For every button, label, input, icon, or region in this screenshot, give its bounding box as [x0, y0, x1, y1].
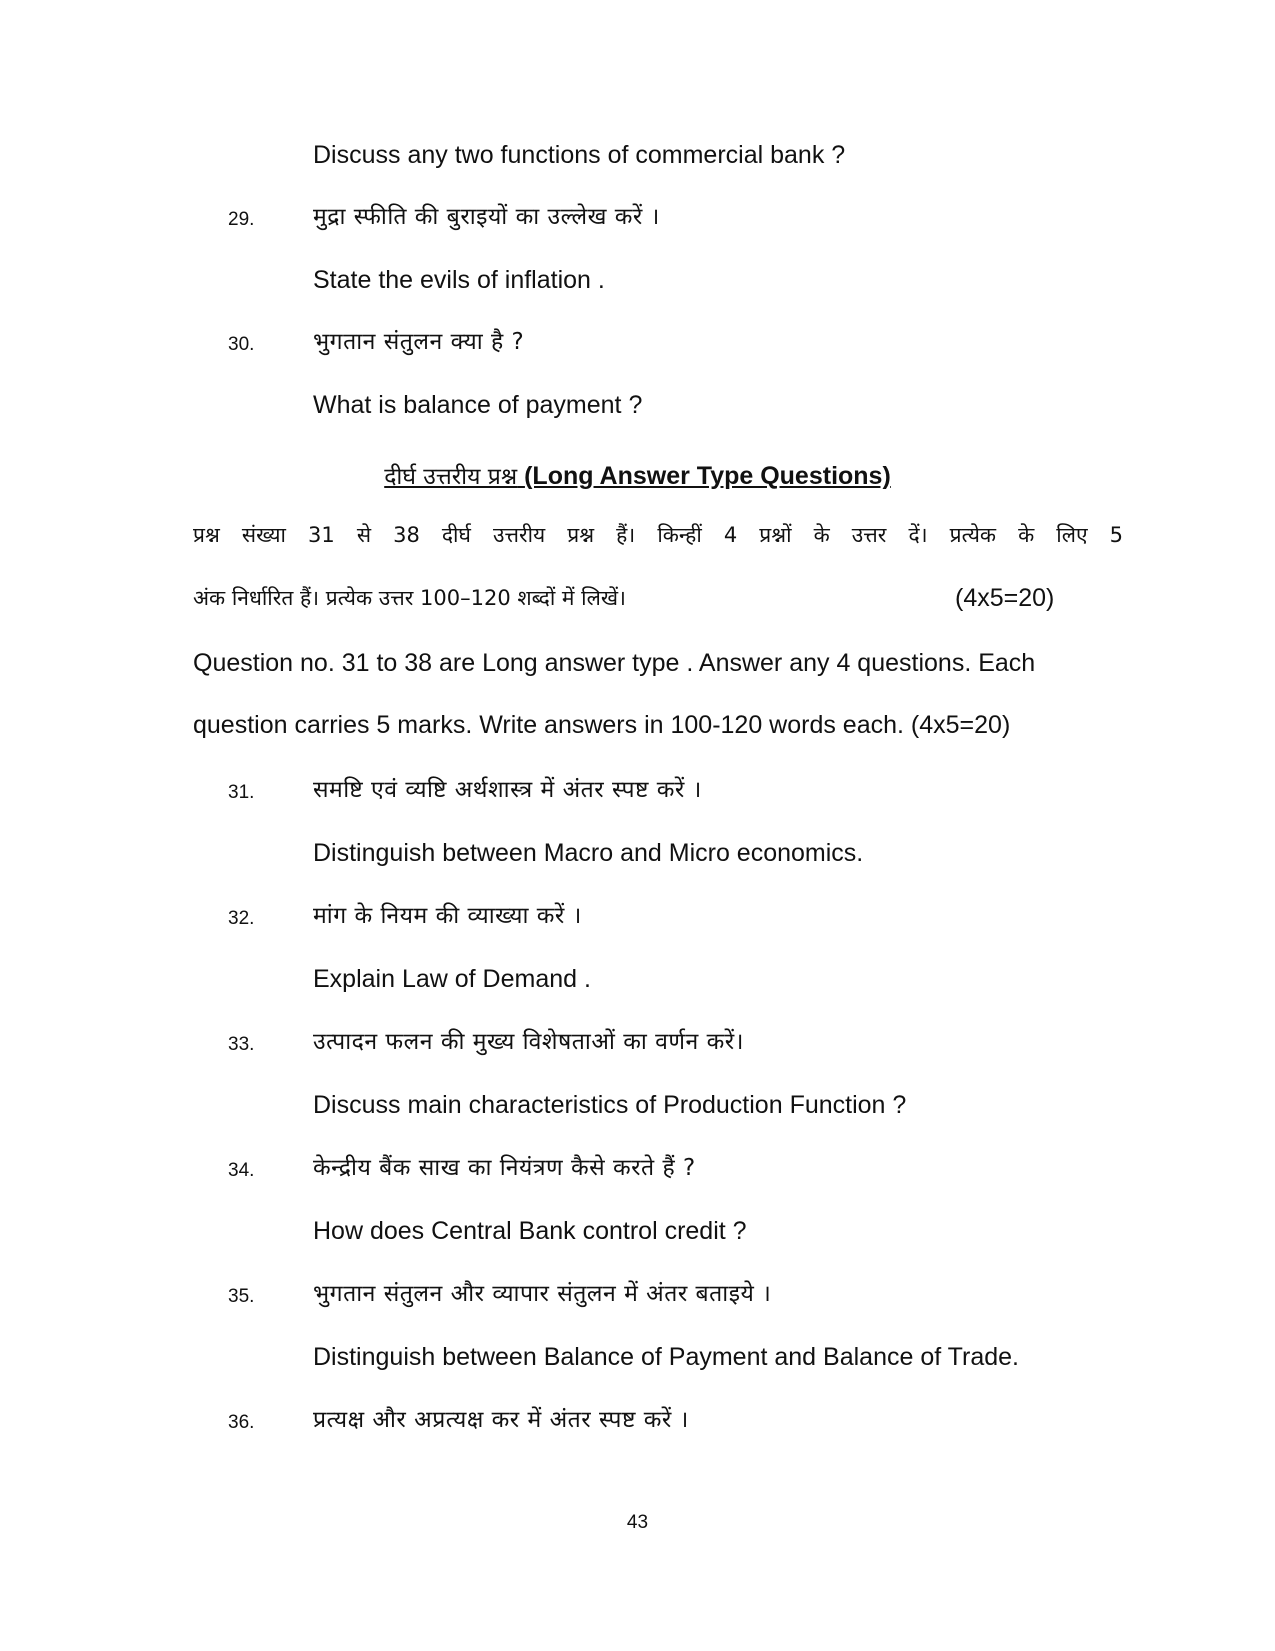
question-29-hindi: मुद्रा स्फीति की बुराइयों का उल्लेख करें । — [313, 204, 660, 230]
question-36-number: 36. — [228, 1412, 255, 1433]
question-33-number: 33. — [228, 1034, 255, 1055]
question-32-hindi: मांग के नियम की व्याख्या करें । — [313, 903, 582, 929]
question-31-number: 31. — [228, 782, 255, 803]
instructions-english-line-1: Question no. 31 to 38 are Long answer type . Answer any 4 questions. Each — [193, 649, 1036, 677]
question-29-number: 29. — [228, 209, 255, 230]
question-29-english: State the evils of inflation . — [313, 266, 605, 294]
question-31-english: Distinguish between Macro and Micro economics. — [313, 839, 864, 867]
instructions-hindi-line-2: अंक निर्धारित हैं। प्रत्येक उत्तर 100–120 शब्दों में लिखें। — [193, 586, 626, 610]
question-36-hindi: प्रत्यक्ष और अप्रत्यक्ष कर में अंतर स्पष्ट करें । — [313, 1407, 689, 1433]
section-heading-english: (Long Answer Type Questions) — [524, 462, 891, 490]
section-heading — [0, 460, 1275, 493]
question-35-number: 35. — [228, 1286, 255, 1307]
instructions-hindi-line-1: प्रश्न संख्या 31 से 38 दीर्घ उत्तरीय प्रश्न हैं। किन्हीं 4 प्रश्नों के उत्तर दें। प्रत्येक के लिए 5 — [193, 523, 1123, 547]
page-number: 43 — [626, 1512, 649, 1533]
question-34-english: How does Central Bank control credit ? — [313, 1217, 747, 1245]
question-34-number: 34. — [228, 1160, 255, 1181]
question-32-english: Explain Law of Demand . — [313, 965, 591, 993]
question-33-hindi: उत्पादन फलन की मुख्य विशेषताओं का वर्णन करें। — [313, 1029, 744, 1055]
question-28-english: Discuss any two functions of commercial bank ? — [313, 141, 846, 169]
question-35-english: Distinguish between Balance of Payment and Balance of Trade. — [313, 1343, 1019, 1371]
question-33-english: Discuss main characteristics of Production Function ? — [313, 1091, 907, 1119]
question-35-hindi: भुगतान संतुलन और व्यापार संतुलन में अंतर बताइये । — [313, 1281, 772, 1307]
instructions-english-line-2: question carries 5 marks. Write answers in 100-120 words each. (4x5=20) — [193, 711, 1011, 739]
instructions-hindi-marks: (4x5=20) — [955, 584, 1055, 612]
question-30-english: What is balance of payment ? — [313, 391, 643, 419]
question-34-hindi: केन्द्रीय बैंक साख का नियंत्रण कैसे करते हैं ? — [313, 1155, 696, 1181]
section-heading-hindi: दीर्घ उत्तरीय प्रश्न — [384, 464, 518, 490]
question-30-hindi: भुगतान संतुलन क्या है ? — [313, 329, 525, 355]
question-31-hindi: समष्टि एवं व्यष्टि अर्थशास्त्र में अंतर स्पष्ट करें । — [313, 777, 702, 803]
question-30-number: 30. — [228, 334, 255, 355]
question-32-number: 32. — [228, 908, 255, 929]
